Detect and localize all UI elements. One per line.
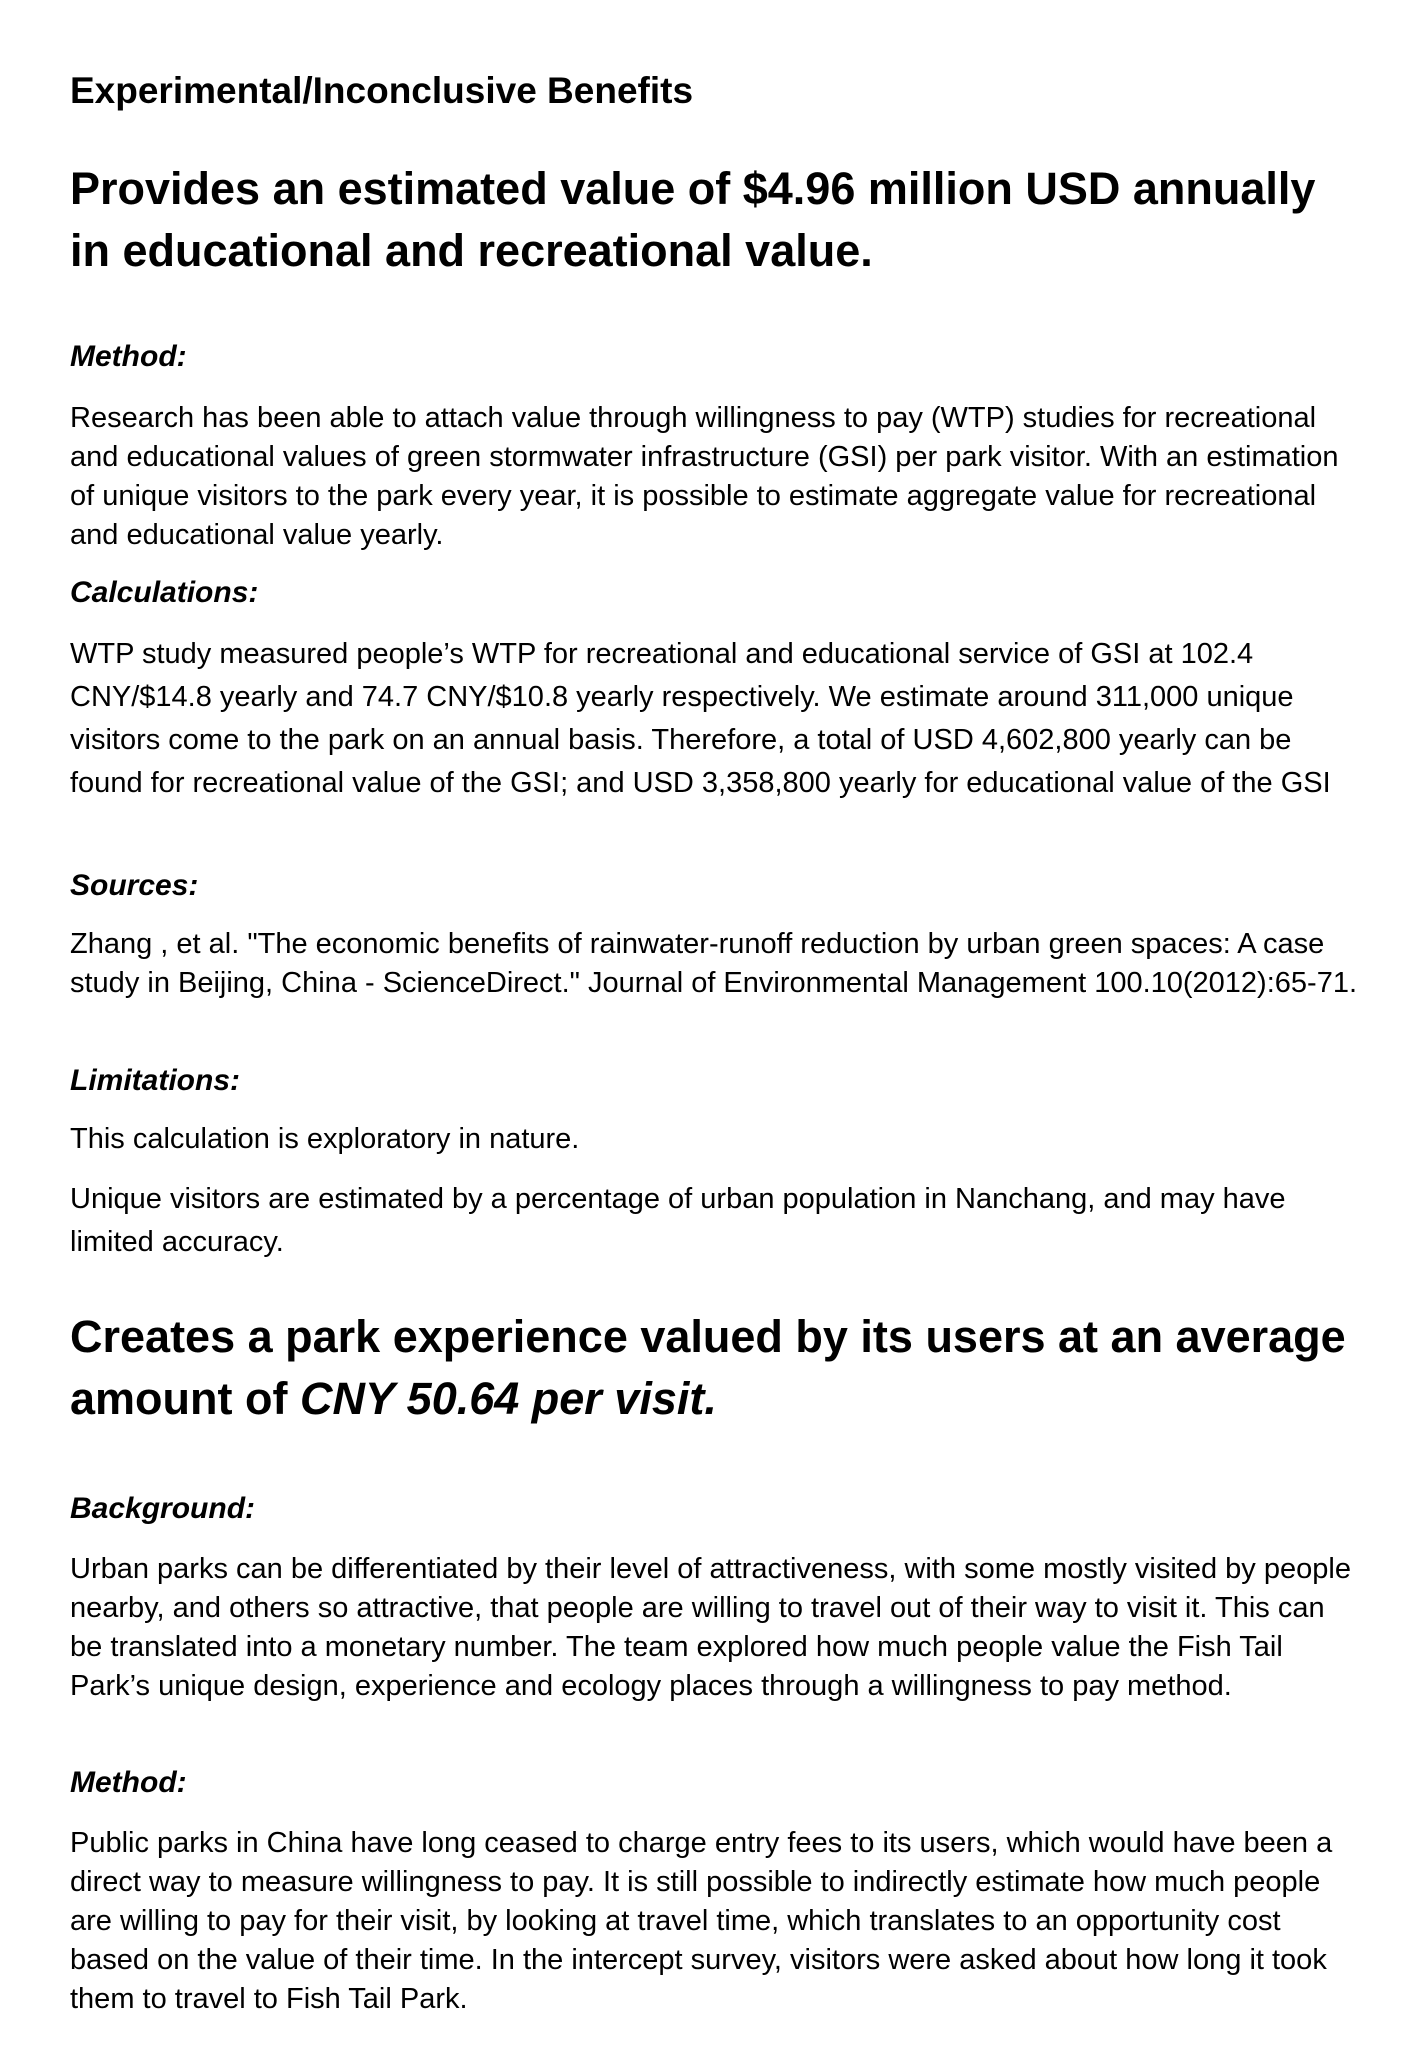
- benefit-2-headline-plain: Creates a park experience valued by its users at an average amount of: [70, 1311, 1346, 1424]
- benefit-1-sources-text: Zhang , et al. "The economic benefits of rainwater-runoff reduction by urban green spaces: A case study in Beijing, China - ScienceDirect." Journal of Environmental Management 100.10(2012):65-71.: [70, 928, 1358, 999]
- benefit-1-method-heading: Method:: [70, 340, 187, 373]
- benefit-2-method-text: Public parks in China have long ceased to charge entry fees to its users, which would have been a direct way to measure willingness to pay. It is still possible to indirectly estimate how much people are willing to pay for their visit, by looking at travel time, which translates to an opportunity cost based on the value of their time. In the intercept survey, visitors were asked about how long it took them to travel to Fish Tail Park.: [70, 1827, 1333, 2015]
- section-label: Experimental/Inconclusive Benefits: [70, 70, 694, 111]
- benefit-2-method-heading: Method:: [70, 1766, 187, 1799]
- benefit-2-headline: [70, 1306, 1360, 1430]
- benefit-1-headline: Provides an estimated value of $4.96 million USD annually in educational and recreational value.: [70, 163, 1316, 276]
- benefit-1-sources-heading: Sources:: [70, 869, 199, 902]
- benefit-1-calculations-heading: Calculations:: [70, 576, 259, 609]
- benefit-1-limitations-heading: Limitations:: [70, 1064, 240, 1097]
- benefit-2-background-text: Urban parks can be differentiated by their level of attractiveness, with some mostly visited by people nearby, and others so attractive, that people are willing to travel out of their way to visit it. This can be translated into a monetary number. The team explored how much people value the Fish Tail Park’s unique design, experience and ecology places through a willingness to pay method.: [70, 1553, 1351, 1702]
- benefit-1-method-text: Research has been able to attach value through willingness to pay (WTP) studies for recreational and educational values of green stormwater infrastructure (GSI) per park visitor. With an estimation of unique visitors to the park every year, it is possible to estimate aggregate value for recreational and educational value yearly.: [70, 402, 1339, 551]
- benefit-1-limitations-text-1: This calculation is exploratory in nature.: [70, 1123, 580, 1155]
- benefit-2-background-heading: Background:: [70, 1492, 256, 1525]
- benefit-1-calculations-text: WTP study measured people’s WTP for recreational and educational service of GSI at 102.4 CNY/$14.8 yearly and 74.7 CNY/$10.8 yearly respectively. We estimate around 311,000 unique visitors come to the park on an annual basis. Therefore, a total of USD 4,602,800 yearly can be found for recreational value of the GSI; and USD 3,358,800 yearly for educational value of the GSI: [70, 638, 1331, 799]
- benefit-1-limitations-text-2: Unique visitors are estimated by a percentage of urban population in Nanchang, and may have limited accuracy.: [70, 1183, 1286, 1258]
- benefit-2-headline-emphasis: CNY 50.64 per visit.: [299, 1373, 717, 1424]
